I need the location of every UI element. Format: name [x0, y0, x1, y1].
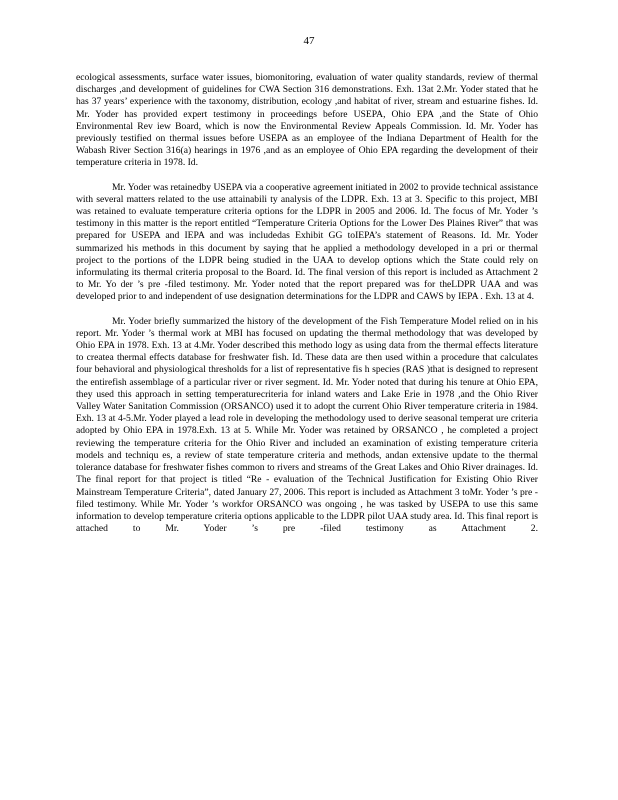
document-body: [76, 72, 538, 547]
paragraph-2: Mr. Yoder was retainedby USEPA via a cooperative agreement initiated in 2002 to provide technical assistance with several matters related to the use attainabili ty analysis of the LDPR. Exh. 13 at 3. Specific to this project, MBI was retained to evaluate temperature criteria options for the LDPR in 2005 and 2006. Id. The focus of Mr. Yoder ’s testimony in this matter is the report entitled “Temperature Criteria Options for the Lower Des Plaines River” that was prepared for USEPA and IEPA and was includedas Exhibit GG toIEPA’s statement of Reasons. Id. Mr. Yoder summarized his methods in this document by saying that he applied a methodology developed in a pri or thermal project to the portions of the LDPR being studied in the UAA to develop options which the State could rely on informulating its thermal criteria proposal to the Board. Id. The final version of this report is included as Attachment 2 to Mr. Yo der ’s pre -filed testimony. Mr. Yoder noted that the report prepared was for theLDPR UAA and was developed prior to and independent of use designation determinations for the LDPR and CAWS by IEPA . Exh. 13 at 4.: [76, 181, 538, 303]
paragraph-1: ecological assessments, surface water issues, biomonitoring, evaluation of water quality standards, review of thermal discharges ,and development of guidelines for CWA Section 316 demonstrations. Exh. 13at 2.Mr. Yoder stated that he has 37 years’ experience with the taxonomy, distribution, ecology ,and habitat of river, stream and estuarine fishes. Id. Mr. Yoder has provided expert testimony in proceedings before USEPA, Ohio EPA ,and the State of Ohio Environmental Rev iew Board, which is now the Environmental Review Appeals Commission. Id. Mr. Yoder has previously testified on thermal issues before USEPA as an employee of the Indiana Department of Health for the Wabash River Section 316(a) hearings in 1976 ,and as an employee of Ohio EPA regarding the development of their temperature criteria in 1978. Id.: [76, 72, 538, 169]
page-number: 47: [303, 35, 315, 47]
paragraph-3: Mr. Yoder briefly summarized the history of the development of the Fish Temperature Model relied on in his report. Mr. Yoder ’s thermal work at MBI has focused on updating the thermal methodology that was developed by Ohio EPA in 1978. Exh. 13 at 4.Mr. Yoder described this methodo logy as using data from the thermal effects literature to createa thermal effects database for freshwater fish. Id. These data are then used within a procedure that calculates four behavioral and physiological thresholds for a list of representative fis h species (RAS )that is designed to represent the entirefish assemblage of a particular river or river segment. Id. Mr. Yoder noted that during his tenure at Ohio EPA, they used this approach in setting temperaturecriteria for inland waters and Lake Erie in 1978 ,and the Ohio River Valley Water Sanitation Commission (ORSANCO) used it to adopt the current Ohio River temperature criteria in 1984. Exh. 13 at 4-5.Mr. Yoder played a lead role in developing the methodology used to derive seasonal temperat ure criteria adopted by Ohio EPA in 1978.Exh. 13 at 5. While Mr. Yoder was retained by ORSANCO , he completed a project reviewing the temperature criteria for the Ohio River and included an examination of existing temperature criteria models and techniqu es, a review of state temperature criteria and methods, andan extensive update to the thermal tolerance database for freshwater fishes common to rivers and streams of the Great Lakes and Ohio River drainages. Id. The final report for that project is titled “Re - evaluation of the Technical Justification for Existing Ohio River Mainstream Temperature Criteria”, dated January 27, 2006. This report is included as Attachment 3 toMr. Yoder ’s pre -filed testimony. While Mr. Yoder ’s workfor ORSANCO was ongoing , he was tasked by USEPA to use this same information to develop temperature criteria options applicable to the LDPR pilot UAA study area. Id. This final report is attached to Mr. Yoder ’s pre -filed testimony as Attachment 2.: [76, 315, 538, 535]
